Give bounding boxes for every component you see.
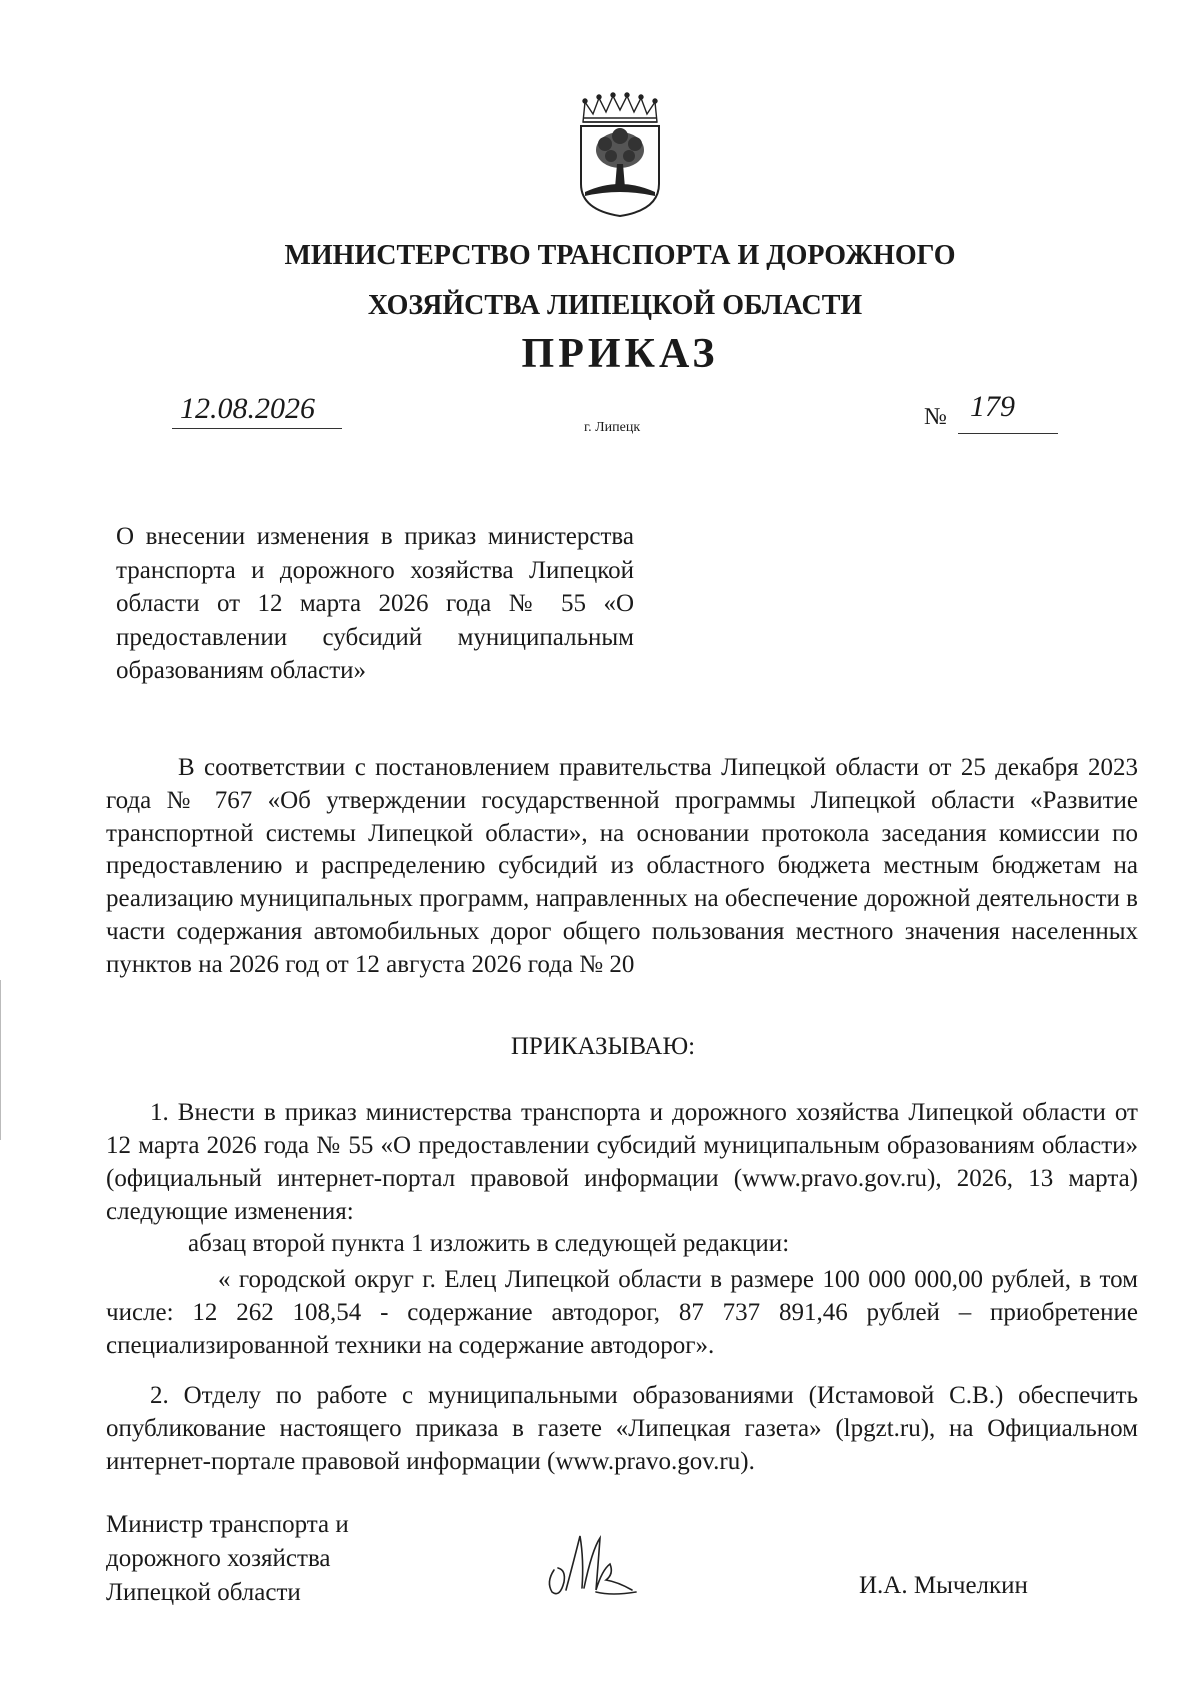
order-item-2: 2. Отделу по работе с муниципальными образованиями (Истамовой С.В.) обеспечить опубликование настоящего приказа в газете «Липецкая газета» (lpgzt.ru), на Официальном интернет-портале правовой информации (www.pravo.gov.ru). bbox=[106, 1382, 1138, 1475]
signer-title-line: дорожного хозяйства bbox=[106, 1545, 331, 1572]
paragraph-intro: абзац второй пункта 1 изложить в следующей редакции: bbox=[188, 1230, 790, 1257]
signer-name: И.А. Мычелкин bbox=[859, 1572, 1028, 1599]
signer-title-line: Липецкой области bbox=[106, 1579, 301, 1606]
document-date: 12.08.2026 bbox=[180, 392, 315, 425]
coat-of-arms-icon bbox=[575, 92, 665, 218]
number-underline bbox=[958, 433, 1058, 434]
quoted-text: « городской округ г. Елец Липецкой области в размере 100 000 000,00 рублей, в том числе: 12 262 108,54 - содержание автодорог, 87 737 891,46 рублей – приобретение специализированной техники на содержание автодорог». bbox=[106, 1266, 1138, 1359]
document-subject: О внесении изменения в приказ министерства транспорта и дорожного хозяйства Липецкой области от 12 марта 2026 года № 55 «О предоставлении субсидий муниципальным образованиям области» bbox=[116, 523, 634, 685]
preamble-paragraph: В соответствии с постановлением правительства Липецкой области от 25 декабря 2023 года № 767 «Об утверждении государственной программы Липецкой области «Развитие транспортной системы Липецкой области», на основании протокола заседания комиссии по предоставлению и распределению субсидий из областного бюджета местным бюджетам на реализацию муниципальных программ, направленных на обеспечение дорожной деятельности в части содержания автомобильных дорог общего пользования местного значения населенных пунктов на 2026 год от 12 августа 2026 года № 20 bbox=[106, 754, 1138, 978]
scan-margin-line bbox=[0, 980, 1, 1140]
order-item-1: 1. Внести в приказ министерства транспорта и дорожного хозяйства Липецкой области от 12 марта 2026 года № 55 «О предоставлении субсидий муниципальным образованиям области» (официальный интернет-портал правовой информации (www.pravo.gov.ru), 2026, 13 марта) следующие изменения: bbox=[106, 1099, 1138, 1225]
org-name-line2: ХОЗЯЙСТВА ЛИПЕЦКОЙ ОБЛАСТИ bbox=[367, 290, 863, 321]
org-name-line1: МИНИСТЕРСТВО ТРАНСПОРТА И ДОРОЖНОГО bbox=[284, 240, 956, 271]
document-number: 179 bbox=[970, 390, 1015, 423]
document-city: г. Липецк bbox=[584, 420, 641, 435]
document-type: ПРИКАЗ bbox=[521, 331, 719, 377]
signer-title-line: Министр транспорта и bbox=[106, 1511, 349, 1538]
number-sign: № bbox=[924, 404, 947, 430]
order-heading: ПРИКАЗЫВАЮ: bbox=[510, 1033, 696, 1060]
handwritten-signature-icon bbox=[540, 1530, 640, 1605]
date-underline bbox=[172, 428, 342, 429]
signer-title bbox=[106, 1508, 466, 1610]
